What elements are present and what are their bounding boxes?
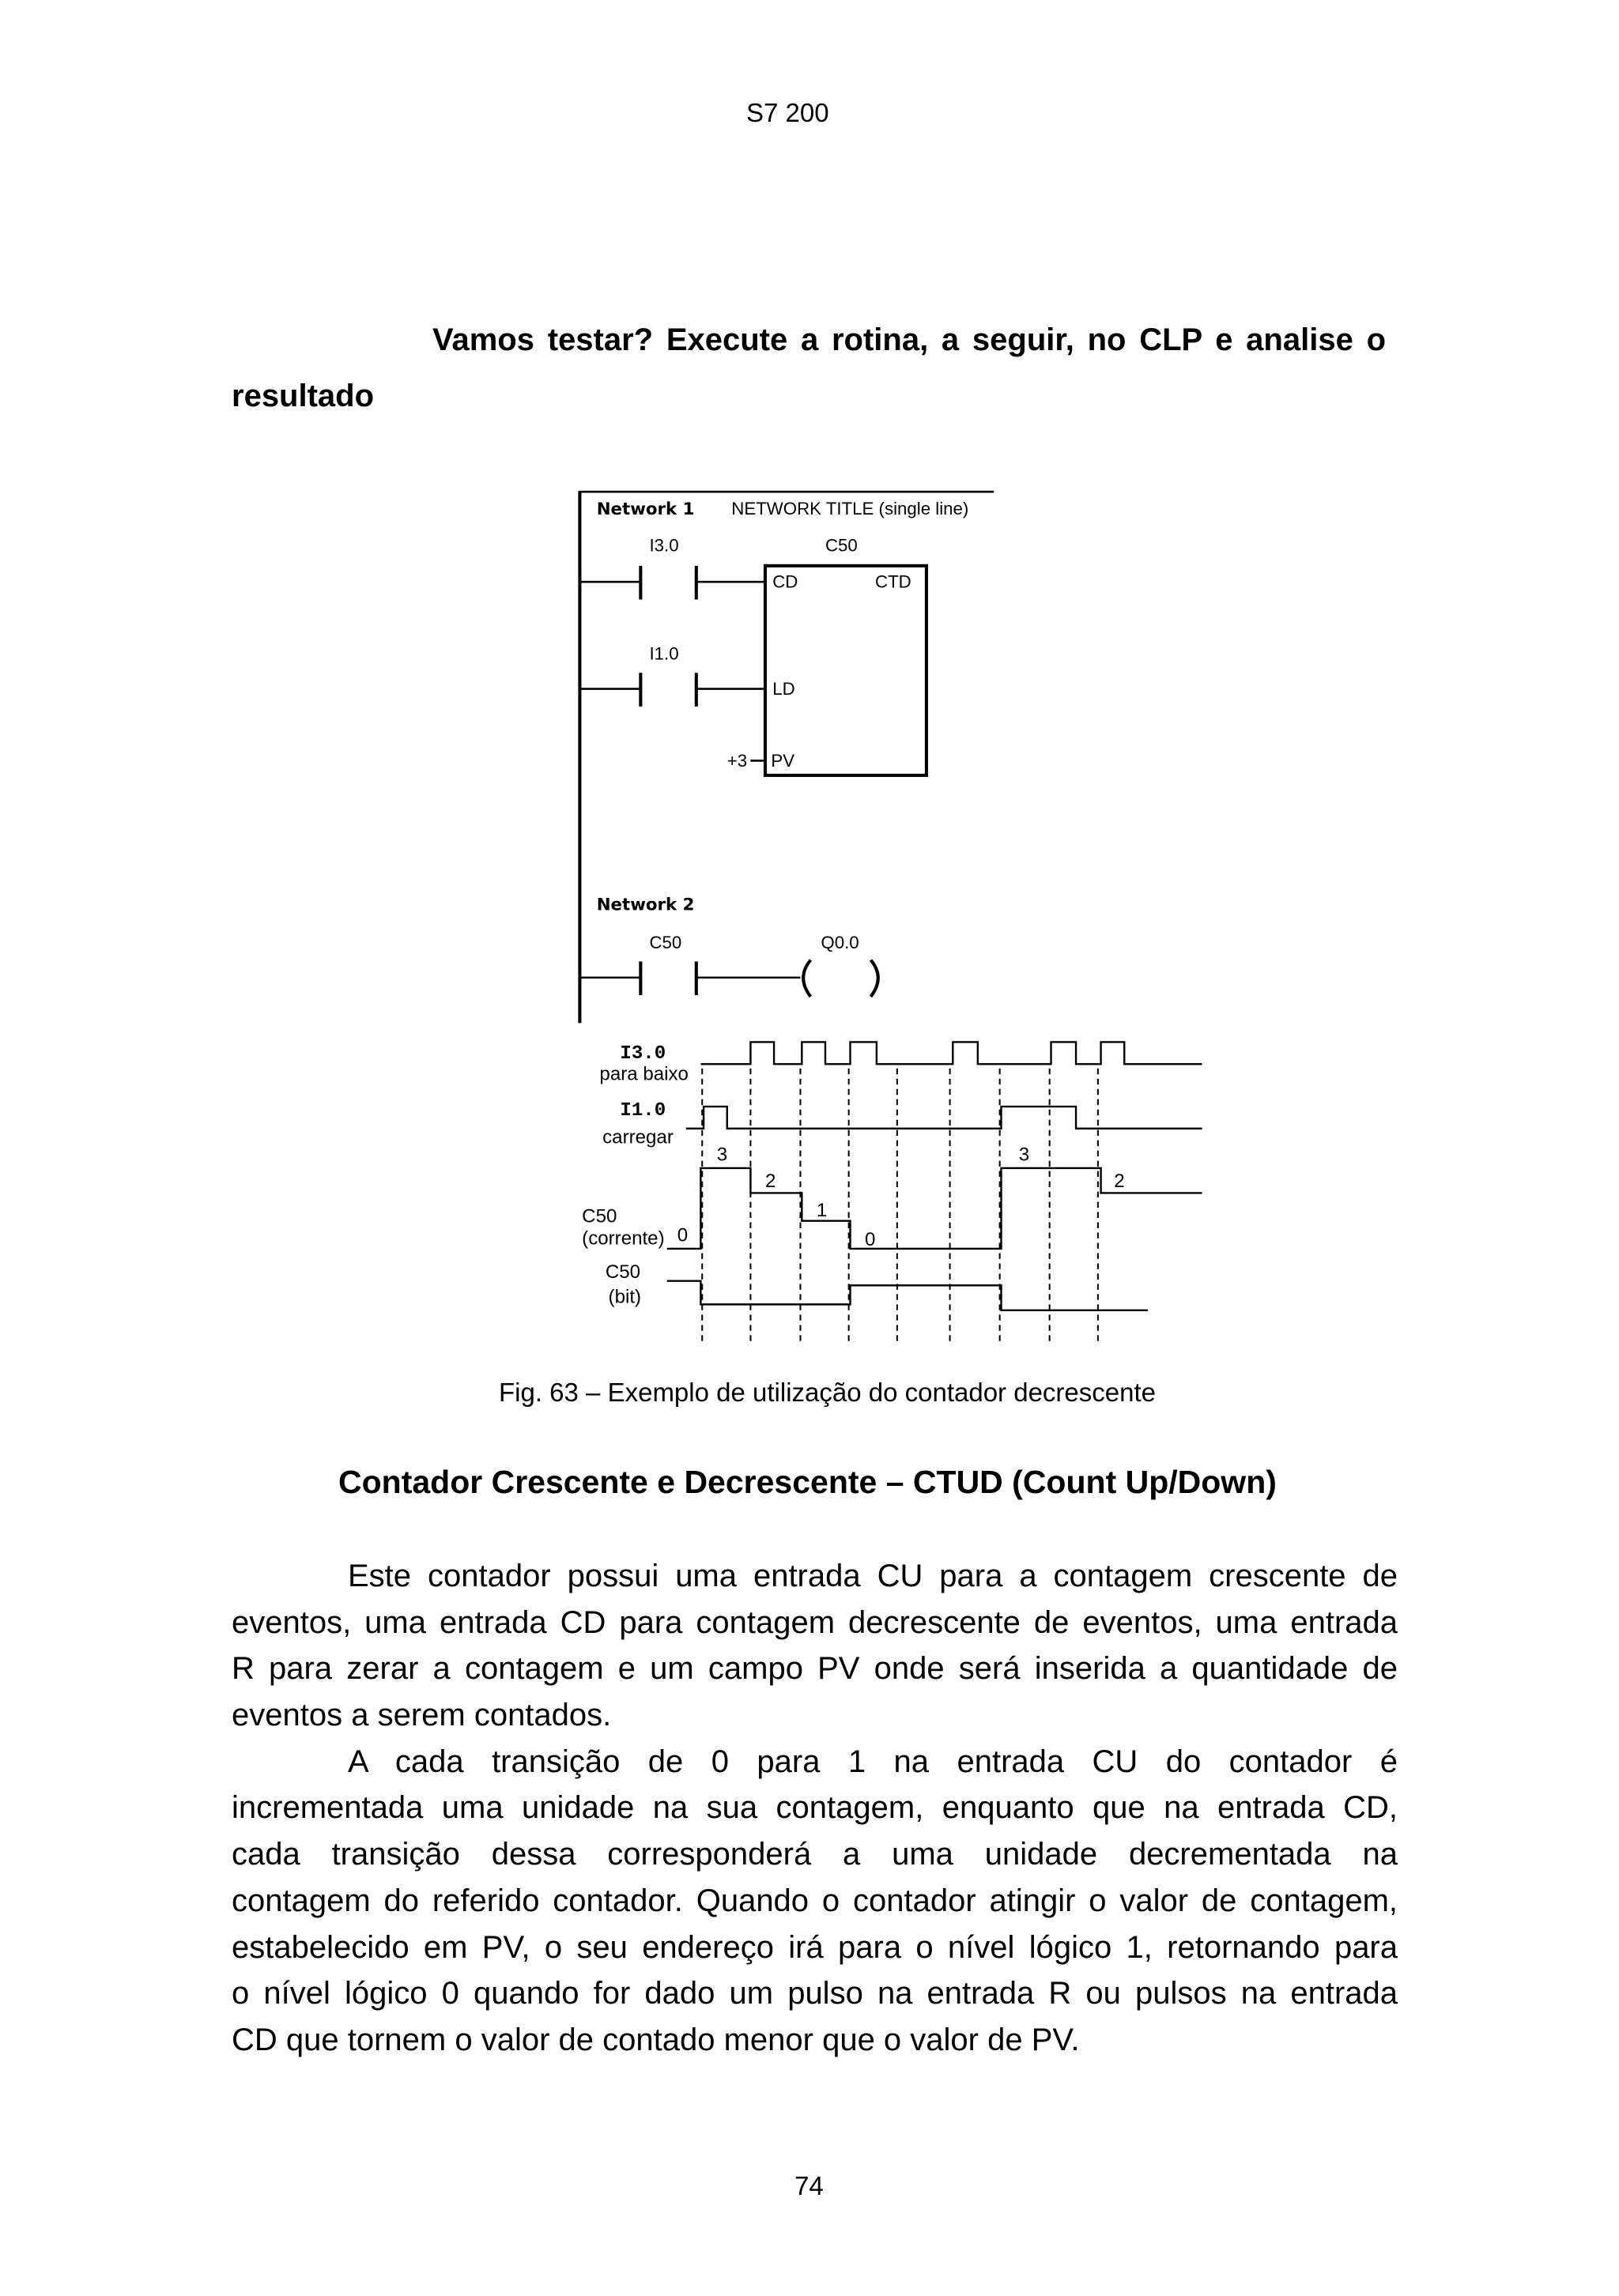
paragraph-2-line: cada transição dessa corresponderá a uma unidade decrementada na bbox=[232, 1837, 1398, 1872]
counter-input-ld: LD bbox=[772, 679, 795, 699]
current-value-label: 2 bbox=[764, 1171, 776, 1193]
contact-cd-address: I3.0 bbox=[649, 535, 679, 556]
paragraph-2-line: incrementada uma unidade na sua contagem, enquanto que na entrada CD, bbox=[232, 1790, 1398, 1826]
paragraph-2-line: A cada transição de 0 para 1 na entrada CU do contador é bbox=[348, 1744, 1398, 1779]
current-value-label: 2 bbox=[1114, 1171, 1125, 1193]
paragraph-2-line: CD que tornem o valor de contado menor que o valor de PV. bbox=[232, 2022, 1080, 2057]
paragraph-2-line: contagem do referido contador. Quando o contador atingir o valor de contagem, bbox=[232, 1883, 1398, 1918]
signal-c50-current-name: C50 bbox=[582, 1205, 617, 1227]
coil-right-arc bbox=[870, 960, 877, 997]
counter-address: C50 bbox=[825, 535, 858, 556]
contact-c50-address: C50 bbox=[649, 932, 682, 952]
paragraph-1-line: eventos a serem contados. bbox=[232, 1698, 612, 1733]
network1-title: NETWORK TITLE (single line) bbox=[731, 498, 969, 518]
waveform-c50-bit bbox=[667, 1281, 1148, 1310]
waveform-i1-0 bbox=[686, 1107, 1202, 1129]
network2-label: Network 2 bbox=[596, 895, 695, 915]
page-number: 74 bbox=[794, 2171, 824, 2200]
body-text bbox=[232, 1553, 1398, 2064]
coil-address: Q0.0 bbox=[821, 932, 859, 952]
paragraph-1-line: eventos, uma entrada CD para contagem decrescente de eventos, uma entrada bbox=[232, 1604, 1398, 1640]
current-value-label: 3 bbox=[716, 1144, 728, 1166]
current-value-label: 1 bbox=[816, 1200, 828, 1222]
waveform-i3-0 bbox=[700, 1042, 1202, 1064]
counter-input-pv: PV bbox=[771, 750, 795, 771]
signal-i3-0-description: para baixo bbox=[599, 1063, 689, 1085]
network1-label: Network 1 bbox=[596, 499, 695, 519]
section-heading: Contador Crescente e Decrescente – CTUD (Count Up/Down) bbox=[338, 1464, 1277, 1500]
paragraph-2-line: o nível lógico 0 quando for dado um pulso na entrada R ou pulsos na entrada bbox=[232, 1976, 1398, 2011]
timing-diagram bbox=[582, 1042, 1202, 1340]
current-value-label: 0 bbox=[865, 1229, 876, 1251]
running-title: S7 200 bbox=[746, 98, 829, 127]
ladder-diagram bbox=[579, 491, 994, 1023]
paragraph-1-line: Este contador possui uma entrada CU para a contagem crescente de bbox=[348, 1559, 1398, 1593]
signal-c50-bit-name: C50 bbox=[605, 1261, 641, 1283]
current-value-label: 0 bbox=[677, 1224, 689, 1246]
counter-type: CTD bbox=[875, 571, 911, 592]
counter-preset-value: +3 bbox=[726, 750, 748, 771]
intro-text-line-2: resultado bbox=[232, 379, 375, 413]
signal-i3-0-name: I3.0 bbox=[620, 1042, 666, 1065]
signal-i1-0-description: carregar bbox=[602, 1126, 674, 1148]
intro-text-line-1: Vamos testar? Execute a rotina, a seguir, no CLP e analise o bbox=[432, 322, 1386, 357]
signal-i1-0-name: I1.0 bbox=[620, 1100, 666, 1122]
paragraph-1-line: R para zerar a contagem e um campo PV onde será inserida a quantidade de bbox=[232, 1651, 1398, 1687]
figure-caption: Fig. 63 – Exemplo de utilização do contador decrescente bbox=[499, 1378, 1156, 1407]
current-value-label: 3 bbox=[1018, 1144, 1030, 1166]
counter-box bbox=[765, 566, 926, 775]
contact-ld-address: I1.0 bbox=[649, 643, 679, 664]
coil-left-arc bbox=[803, 960, 810, 997]
signal-c50-current-description: (corrente) bbox=[582, 1227, 665, 1250]
signal-c50-bit-description: (bit) bbox=[608, 1286, 642, 1308]
figure-63-diagram bbox=[572, 484, 1210, 1348]
paragraph-2-line: estabelecido em PV, o seu endereço irá para o nível lógico 1, retornando para bbox=[232, 1929, 1398, 1965]
counter-input-cd: CD bbox=[772, 571, 798, 592]
